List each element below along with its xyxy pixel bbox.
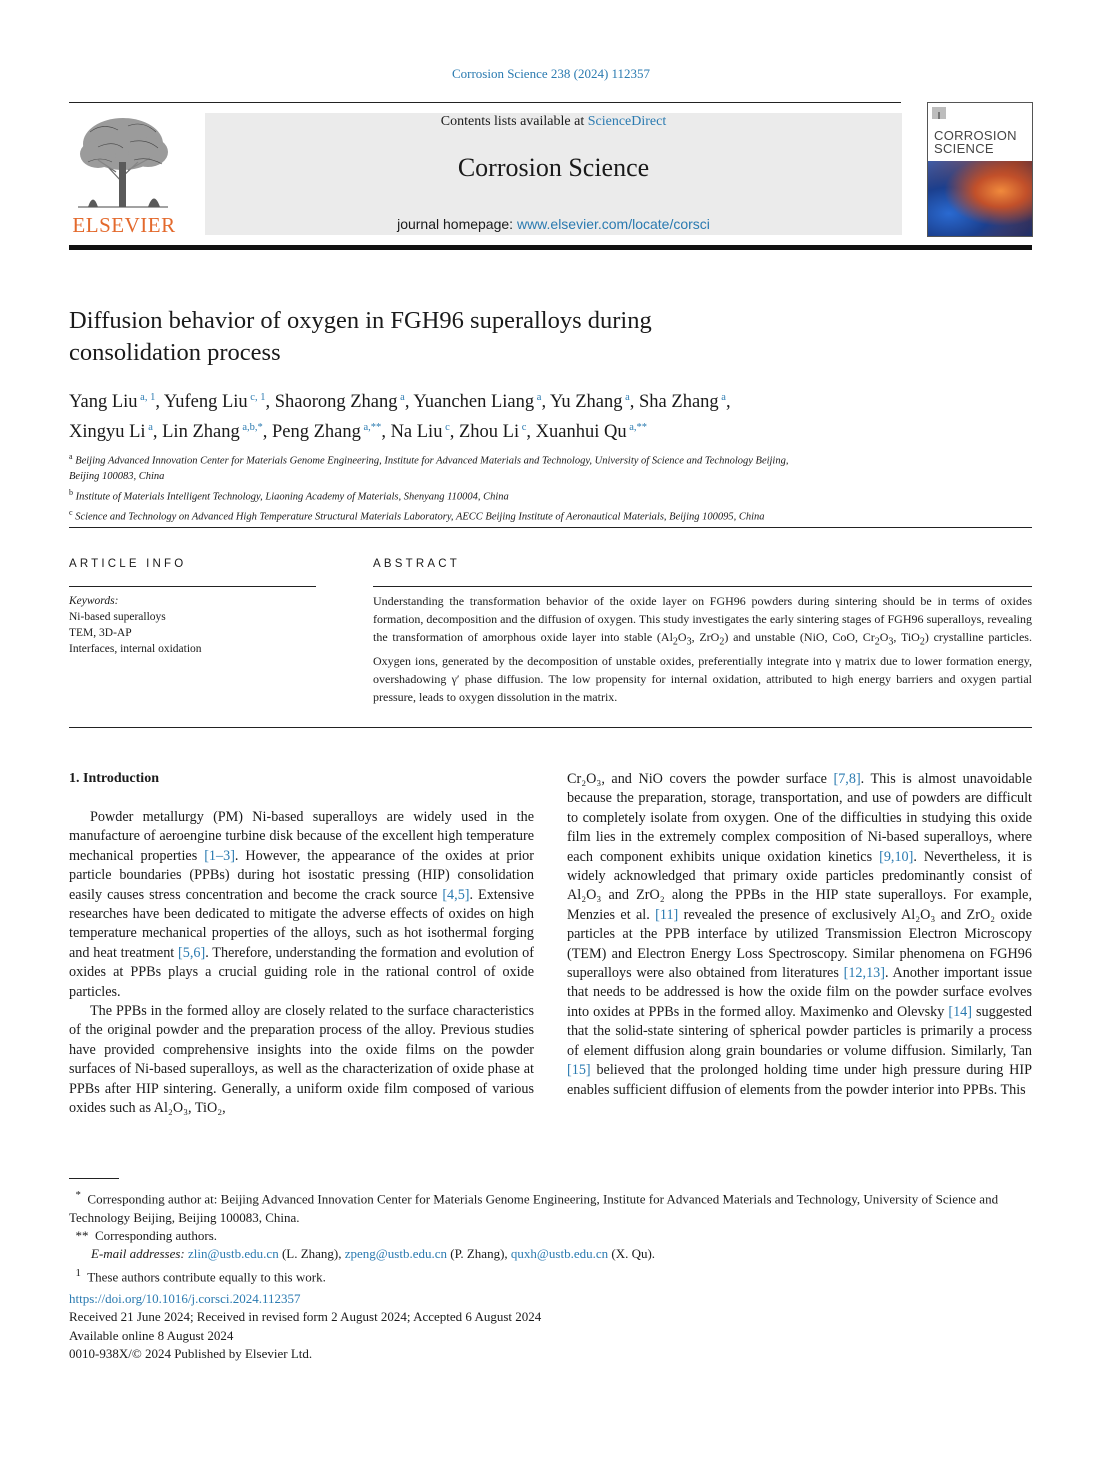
affiliation-text: Science and Technology on Advanced High Temperature Structural Materials Laboratory, AECC Beijing Institute of Aeronautical Materials, Beijing 100095, China	[75, 511, 765, 522]
abstract-rule	[373, 586, 1032, 587]
author-separator: ,	[155, 392, 164, 413]
contents-line	[205, 114, 902, 130]
abstract-part: O	[677, 630, 687, 645]
cover-title-line2: SCIENCE	[934, 141, 994, 156]
email-link-zpeng[interactable]: zpeng@ustb.edu.cn	[344, 1246, 447, 1262]
author-affiliation-mark[interactable]: a	[718, 392, 726, 403]
author-name[interactable]: Yuanchen Liang	[413, 392, 535, 413]
email-link-zlin[interactable]: zlin@ustb.edu.cn	[188, 1246, 279, 1262]
footnote-corresponding-1	[69, 1186, 1032, 1227]
introduction-heading: 1. Introduction	[69, 771, 159, 786]
abstract-text: Understanding the transformation behavior of the oxide layer on FGH96 powders during sintering should be in terms of oxides formation, decomposition and the diffusion of oxygen. This study investigates the early sintering stages of FGH96 superalloys, revealing the transformation of amorphous oxide layer into stable ($Al_2O_3$, ZrO$_2$) and unstable (NiO, CoO, $Cr_2O_3$, TiO$_2$) crystalline particles. Oxygen ions, generated by the decomposition of unstable oxides, preferentially integrate into γ matrix due to lower formation energy, overshadowing γ′ phase diffusion. The low propensity for internal oxidation, attributed to high energy barriers and oxygen partial pressure, leads to oxygen dissolution in the matrix.	[373, 594, 1032, 705]
abstract-heading: ABSTRACT	[373, 558, 460, 570]
author-name[interactable]: Zhou Li	[459, 422, 520, 443]
author-name[interactable]: Lin Zhang	[162, 422, 240, 443]
text-run: . Extensive researches have been dedicated to mitigate the adverse effects of oxides on high temperature mechanical properties of the alloys, such as hot isothermal forging and heat treatment	[69, 886, 534, 961]
email-label: E-mail addresses:	[91, 1246, 185, 1262]
author-name[interactable]: Yang Liu	[69, 392, 138, 413]
footnote-text: Corresponding authors.	[95, 1227, 218, 1243]
author-affiliation-mark[interactable]: a, 1	[137, 392, 156, 403]
email-owner: (L. Zhang),	[278, 1246, 345, 1262]
body-right-column	[567, 770, 1032, 1100]
available-online: Available online 8 August 2024	[69, 1327, 234, 1343]
author-separator: ,	[541, 392, 551, 413]
footnote-mark: 1	[75, 1266, 81, 1279]
citation-link[interactable]: [1–3]	[204, 847, 235, 864]
body-left-column	[69, 808, 534, 1119]
author-affiliation-mark[interactable]: a,**	[626, 422, 648, 434]
author-name[interactable]: Xingyu Li	[69, 422, 146, 443]
keyword-item: TEM, 3D-AP	[69, 627, 132, 639]
affiliation-a	[69, 449, 1032, 469]
journal-title: Corrosion Science	[457, 153, 650, 182]
affiliation-mark: c	[69, 507, 73, 517]
author-affiliation-mark[interactable]: a,b,*	[239, 422, 263, 434]
author-name[interactable]: Yufeng Liu	[163, 392, 248, 413]
author-name[interactable]: Sha Zhang	[639, 392, 719, 413]
footnote-mark: **	[75, 1227, 89, 1243]
citation-link[interactable]: [5,6]	[178, 944, 206, 961]
author-affiliation-mark[interactable]: c, 1	[247, 392, 266, 403]
cover-image	[928, 161, 1032, 236]
text-run: believed that the prolonged holding time under high pressure during HIP enables sufficient diffusion of elements from the powder interior into PPBs. This	[567, 1062, 1032, 1098]
author-affiliation-mark[interactable]: a	[397, 392, 405, 403]
author-name[interactable]: Na Liu	[390, 422, 443, 443]
author-affiliation-mark[interactable]: a,**	[360, 422, 382, 434]
affiliation-text: Institute of Materials Intelligent Technology, Liaoning Academy of Materials, Shenyang 110004, China	[75, 491, 509, 502]
affiliations	[69, 449, 1032, 525]
citation-link[interactable]: [14]	[948, 1003, 972, 1020]
doi-link[interactable]: https://doi.org/10.1016/j.corsci.2024.112357	[69, 1291, 301, 1306]
author-separator: ,	[449, 422, 459, 443]
footnote-emails	[69, 1245, 1032, 1263]
text-run: . Therefore, understanding the formation and evolution of oxides at PPBs plays a crucial guiding role in the rational control of oxide particles.	[69, 944, 534, 1000]
citation-link[interactable]: [7,8]	[833, 771, 861, 787]
intro-paragraph-2: The PPBs in the formed alloy are closely related to the surface characteristics of the original powder and the preparation process of the alloy. Previous studies have provided comprehensive insights into the oxide films on the powder surfaces of Ni-based superalloys, as well as the characterization of oxide phase at PPBs after HIP sintering. Generally, a uniform oxide film composed of various oxides such as Al₂O₃, TiO₂,	[69, 1003, 534, 1117]
email-owner: (P. Zhang),	[447, 1246, 511, 1262]
header-rule	[69, 102, 901, 103]
intro-paragraph-3	[567, 770, 1032, 1100]
author-name[interactable]: Xuanhui Qu	[535, 422, 627, 443]
author-separator: ,	[262, 422, 272, 443]
header-thick-rule	[69, 245, 1032, 250]
footnote-rule	[69, 1178, 119, 1179]
author-separator: ,	[404, 392, 414, 413]
cover-top	[928, 103, 1032, 161]
author-name[interactable]: Yu Zhang	[550, 392, 623, 413]
citation-link[interactable]: [4,5]	[442, 886, 470, 903]
affiliation-c	[69, 505, 1032, 525]
citation-link[interactable]: [15]	[567, 1062, 591, 1079]
journal-cover[interactable]	[927, 102, 1033, 237]
text-run: revealed the presence of exclusively Al₂O₃ and ZrO₂ oxide particles at the PPB interface by utilized Transmission Electron Microscopy (TEM) and Electron Energy Loss Spectroscopy. Similar phenomena on FGH96 superalloys were also obtained from literatures	[567, 906, 1033, 982]
keywords-block	[69, 593, 316, 657]
author-name[interactable]: Peng Zhang	[272, 422, 361, 443]
homepage-prefix: journal homepage:	[397, 216, 517, 232]
cover-title	[934, 129, 1017, 155]
abstract-bottom-rule	[69, 727, 1032, 728]
abstract-part: ) and unstable (NiO, CoO, Cr	[724, 630, 875, 645]
author-affiliation-mark[interactable]: c	[519, 422, 527, 434]
abstract-part: , ZrO	[691, 630, 720, 645]
footnote-mark: *	[75, 1189, 81, 1201]
article-info-heading: ARTICLE INFO	[69, 558, 187, 570]
author-separator: ,	[629, 392, 640, 413]
email-owner: (X. Qu).	[608, 1246, 656, 1262]
author-list	[69, 385, 1032, 445]
text-run: . Nevertheless, it is widely acknowledged that primary oxide particles predominantly consist of Al₂O₃ and ZrO₂ along the PPBs in the HIP state superalloys. For example, Menzies et al.	[567, 848, 1032, 923]
article-metadata	[69, 1290, 769, 1363]
text-run: Powder metallurgy (PM) Ni-based superalloys are widely used in the manufacture of aeroengine turbine disk because of the excellent high temperature mechanical properties	[69, 809, 534, 864]
homepage-line	[205, 216, 902, 232]
affiliation-b	[69, 485, 1032, 505]
cover-title-line1: CORROSION	[934, 128, 1017, 143]
text-run: . However, the appearance of the oxides at prior particle boundaries (PPBs) during hot isostatic pressing (HIP) consolidation easily causes stress concentration and become the crack source	[69, 847, 535, 903]
copyright: 0010-938X/© 2024 Published by Elsevier Ltd.	[69, 1345, 313, 1361]
author-separator: ,	[265, 392, 275, 413]
affiliation-rule	[69, 527, 1032, 528]
elsevier-tree-icon	[68, 112, 180, 212]
affiliation-text: Beijing Advanced Innovation Center for Materials Genome Engineering, Institute for Advanced Materials and Technology, University of Science and Technology Beijing,	[75, 455, 789, 467]
author-separator: ,	[152, 422, 163, 443]
affiliation-mark: b	[69, 487, 73, 497]
author-affiliation-mark[interactable]: a	[534, 392, 542, 403]
text-run: suggested that the solid-state sintering of spherical powder particles is primarily a process of element diffusion along grain boundaries or volume diffusion. Similarly, Tan	[567, 1003, 1032, 1059]
affiliation-a-cont: Beijing 100083, China	[69, 471, 165, 482]
text-run: . Another important issue that needs to be addressed is how the oxide film on the powder surface evolves into oxides at PPBs in the formed alloy. Maximenko and Olevsky	[567, 965, 1032, 1020]
author-name[interactable]: Shaorong Zhang	[274, 392, 398, 413]
received-dates: Received 21 June 2024; Received in revised form 2 August 2024; Accepted 6 August 2024	[69, 1309, 542, 1325]
footnote-equal-contribution	[69, 1264, 1032, 1287]
author-affiliation-mark[interactable]: c	[442, 422, 450, 434]
elsevier-wordmark: ELSEVIER	[72, 213, 176, 237]
homepage-link[interactable]: www.elsevier.com/locate/corsci	[516, 216, 710, 232]
author-affiliation-mark[interactable]: a	[622, 392, 630, 403]
keywords-label: Keywords:	[69, 595, 119, 607]
journal-citation[interactable]: Corrosion Science 238 (2024) 112357	[451, 66, 651, 81]
citation-link[interactable]: [12,13]	[843, 965, 885, 982]
elsevier-logo	[68, 112, 180, 238]
footnote-text: Corresponding author at: Beijing Advanced Innovation Center for Materials Genome Engineering, Institute for Advanced Materials and Technology, University of Science and Technology Beijing, Beijing 100083, China.	[69, 1191, 999, 1225]
abstract-part: Understanding the transformation behavior of the oxide layer on FGH96 powders during sintering should be in terms of oxides formation, decomposition and the diffusion of oxygen. This study investigates the early sintering stages of FGH96 superalloys, revealing the transformation of amorphous oxide layer into stable (Al	[373, 594, 1032, 645]
citation-link[interactable]: [9,10]	[879, 848, 914, 865]
email-link-quxh[interactable]: quxh@ustb.edu.cn	[510, 1246, 609, 1262]
author-separator: ,	[526, 422, 536, 443]
text-run: . This is almost unavoidable because the preparation, storage, transportation, and use of powders are difficult to completely isolate from oxygen. One of the difficulties in studying this oxide film lies in the extremely complex composition of Ni-based superalloys, where each component exhibits unique oxidation kinetics	[567, 771, 1032, 865]
text-run: Cr₂O₃, and NiO covers the powder surface	[567, 771, 834, 787]
contents-prefix: Contents lists available at	[440, 114, 588, 129]
intro-paragraph-1	[69, 808, 534, 1002]
keyword-item: Interfaces, internal oxidation	[69, 643, 202, 655]
title-line2: consolidation process	[69, 339, 281, 366]
author-affiliation-mark[interactable]: a	[145, 422, 153, 434]
footnote-corresponding-2	[69, 1227, 1032, 1245]
cover-elsevier-icon	[932, 107, 946, 119]
authors-line1	[69, 385, 1032, 415]
footnote-text: These authors contribute equally to this work.	[87, 1268, 326, 1284]
author-separator: ,	[381, 422, 391, 443]
abstract-part: O	[879, 630, 889, 645]
citation-link[interactable]: [11]	[655, 906, 679, 923]
footnotes	[69, 1186, 1032, 1286]
affiliation-mark: a	[69, 452, 73, 461]
sciencedirect-link[interactable]: ScienceDirect	[587, 114, 667, 129]
authors-line2	[69, 415, 1032, 445]
keyword-item: Ni-based superalloys	[69, 611, 166, 623]
article-info-rule	[69, 586, 316, 587]
title-line1: Diffusion behavior of oxygen in FGH96 superalloys during	[69, 307, 652, 334]
author-separator: ,	[725, 392, 731, 413]
article-title	[69, 305, 829, 369]
abstract-part: , TiO	[893, 630, 920, 645]
abstract-part: ) crystalline particles. Oxygen ions, generated by the decomposition of unstable oxides, preferentially integrate into γ matrix due to lower formation energy, overshadowing γ′ phase diffusion. The low propensity for internal oxidation, attributed to high energy barriers and oxygen partial pressure, leads to oxygen dissolution in the matrix.	[373, 630, 1032, 705]
